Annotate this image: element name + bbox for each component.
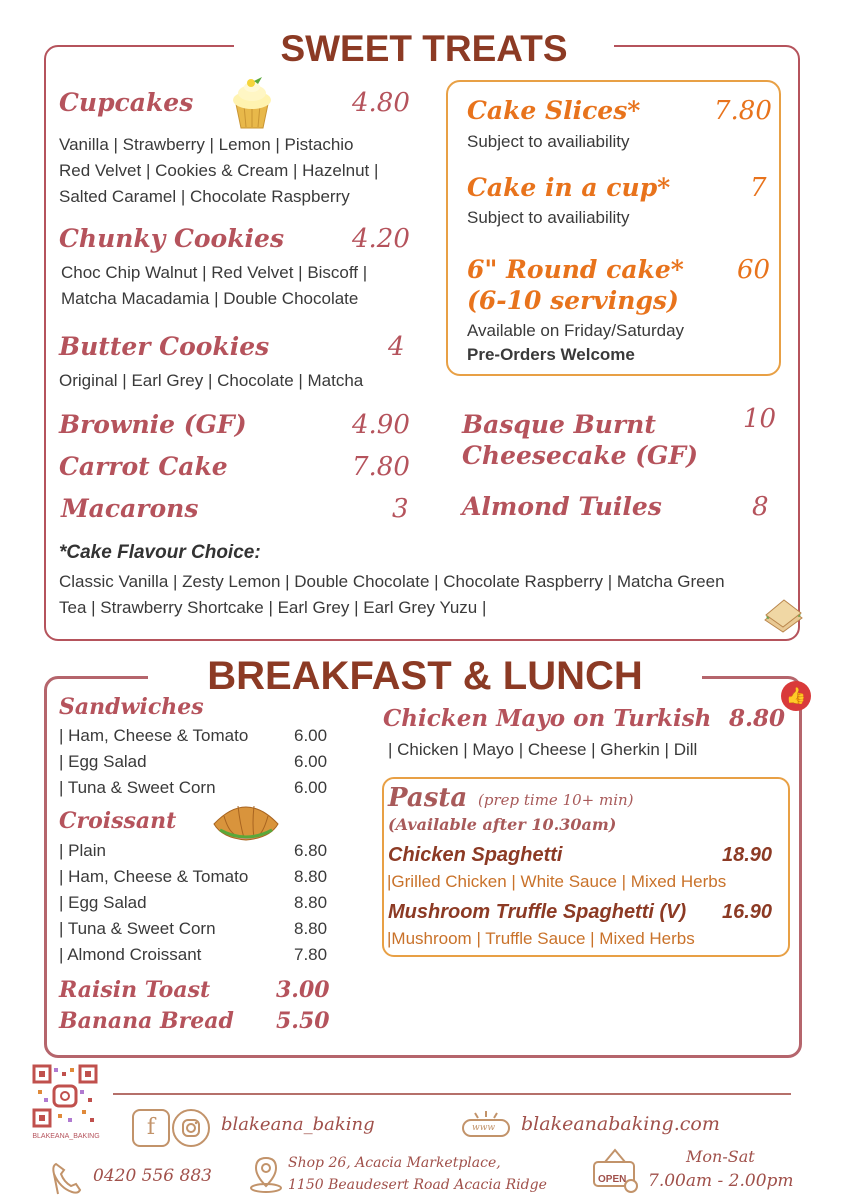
dish-brownie: Brownie (GF) [59,410,247,439]
price-brownie: 4.90 [352,410,410,440]
qr-label: BLAKEANA_BAKING [32,1133,100,1140]
social-handle[interactable]: blakeana_baking [221,1114,375,1135]
item-price: 8.80 [294,893,328,912]
facebook-icon[interactable]: f [132,1109,170,1147]
item-name: | Tuna & Sweet Corn [59,778,216,797]
open-sign-icon [591,1148,639,1194]
round-cake-servings: (6-10 servings) [467,286,679,315]
dish-banana-bread: Banana Bread [59,1008,234,1034]
item-name: | Tuna & Sweet Corn [59,919,216,938]
phone-icon [50,1160,84,1201]
phone-number[interactable]: 0420 556 883 [93,1166,212,1186]
dish-cupcakes: Cupcakes [59,88,194,117]
pasta-2-desc: |Mushroom | Truffle Sauce | Mixed Herbs [387,929,695,948]
cake-in-cup-note: Subject to availiability [467,208,630,227]
dish-basque-2: Cheesecake (GF) [462,441,698,470]
cookies-flavours-2: Matcha Macadamia | Double Chocolate [61,289,359,308]
item-price: 6.00 [294,778,328,797]
price-almond-tuiles: 8 [752,492,769,522]
pasta-1-name: Chicken Spaghetti [388,844,563,866]
web-icon-label: www [472,1123,496,1133]
round-cake-note: Available on Friday/Saturday [467,321,685,340]
dish-chunky-cookies: Chunky Cookies [59,224,285,253]
item-name: | Egg Salad [59,893,147,912]
lunch-title: BREAKFAST & LUNCH [148,654,702,699]
price-cupcakes: 4.80 [352,88,410,118]
price-banana-bread: 5.50 [276,1008,330,1034]
item-price: 7.80 [294,945,328,964]
pasta-1-desc: |Grilled Chicken | White Sauce | Mixed Herbs [387,872,727,891]
price-macarons: 3 [392,494,409,524]
item-price: 6.00 [294,726,328,745]
item-price: 8.80 [294,919,328,938]
cupcakes-flavours-3: Salted Caramel | Chocolate Raspberry [59,187,350,206]
pasta-2-price: 16.90 [722,901,773,923]
chicken-mayo-desc: | Chicken | Mayo | Cheese | Gherkin | Dill [388,740,698,759]
dish-chicken-mayo: Chicken Mayo on Turkish [383,705,712,732]
cookies-flavours-1: Choc Chip Walnut | Red Velvet | Biscoff | [61,263,368,282]
price-butter-cookies: 4 [388,332,405,362]
round-cake-preorder: Pre-Orders Welcome [467,345,635,364]
thumbs-up-icon: 👍 [781,681,811,711]
item-name: | Almond Croissant [59,945,202,964]
pasta-title: Pasta [388,783,468,813]
address-line-2: 1150 Beaudesert Road Acacia Ridge [288,1177,547,1193]
pasta-prep: (prep time 10+ min) [478,791,634,809]
dish-cake-in-cup: Cake in a cup* [467,173,671,202]
item-price: 6.80 [294,841,328,860]
location-icon [248,1156,284,1199]
item-price: 8.80 [294,867,328,886]
price-raisin-toast: 3.00 [276,977,330,1003]
website-link[interactable]: blakeanabaking.com [521,1113,720,1135]
item-name: | Ham, Cheese & Tomato [59,726,249,745]
price-carrot-cake: 7.80 [352,452,410,482]
footer-divider [113,1093,791,1095]
dish-almond-tuiles: Almond Tuiles [462,492,662,521]
price-basque: 10 [743,404,777,434]
dish-round-cake: 6" Round cake* [467,255,684,284]
cupcake-icon [228,76,276,135]
cake-slices-note: Subject to availiability [467,132,630,151]
flavour-line-2: Tea | Strawberry Shortcake | Earl Grey | Earl Grey Yuzu | [59,598,487,617]
item-name: | Egg Salad [59,752,147,771]
dish-raisin-toast: Raisin Toast [59,977,211,1003]
dish-basque-1: Basque Burnt [462,410,656,439]
price-chicken-mayo: 8.80 [729,705,786,732]
croissant-title: Croissant [59,808,177,834]
dish-butter-cookies: Butter Cookies [59,332,270,361]
opening-hours: 7.00am - 2.00pm [648,1171,794,1191]
qr-code-icon [32,1064,98,1128]
sandwiches-title: Sandwiches [59,694,204,720]
price-cake-slices: 7.80 [714,96,772,126]
item-name: | Ham, Cheese & Tomato [59,867,249,886]
pasta-1-price: 18.90 [722,844,773,866]
price-round-cake: 60 [737,255,771,285]
pasta-availability: (Available after 10.30am) [388,815,617,834]
opening-days: Mon-Sat [686,1147,755,1166]
instagram-icon[interactable] [172,1109,210,1147]
sandwich-icon [762,598,804,641]
pasta-2-name: Mushroom Truffle Spaghetti (V) [388,901,687,923]
price-cake-in-cup: 7 [750,173,767,203]
item-price: 6.00 [294,752,328,771]
flavour-line-1: Classic Vanilla | Zesty Lemon | Double Chocolate | Chocolate Raspberry | Matcha Green [59,572,725,591]
croissant-icon [210,794,282,855]
open-sign-label: OPEN [598,1174,627,1185]
dish-macarons: Macarons [61,494,199,523]
dish-carrot-cake: Carrot Cake [59,452,228,481]
cupcakes-flavours-1: Vanilla | Strawberry | Lemon | Pistachio [59,135,354,154]
item-name: | Plain [59,841,106,860]
flavour-title: *Cake Flavour Choice: [59,542,261,563]
butter-flavours: Original | Earl Grey | Chocolate | Matcha [59,371,364,390]
address-line-1: Shop 26, Acacia Marketplace, [288,1155,501,1171]
cupcakes-flavours-2: Red Velvet | Cookies & Cream | Hazelnut | [59,161,379,180]
price-chunky-cookies: 4.20 [352,224,410,254]
sweet-treats-title: SWEET TREATS [234,28,614,70]
dish-cake-slices: Cake Slices* [467,96,641,125]
